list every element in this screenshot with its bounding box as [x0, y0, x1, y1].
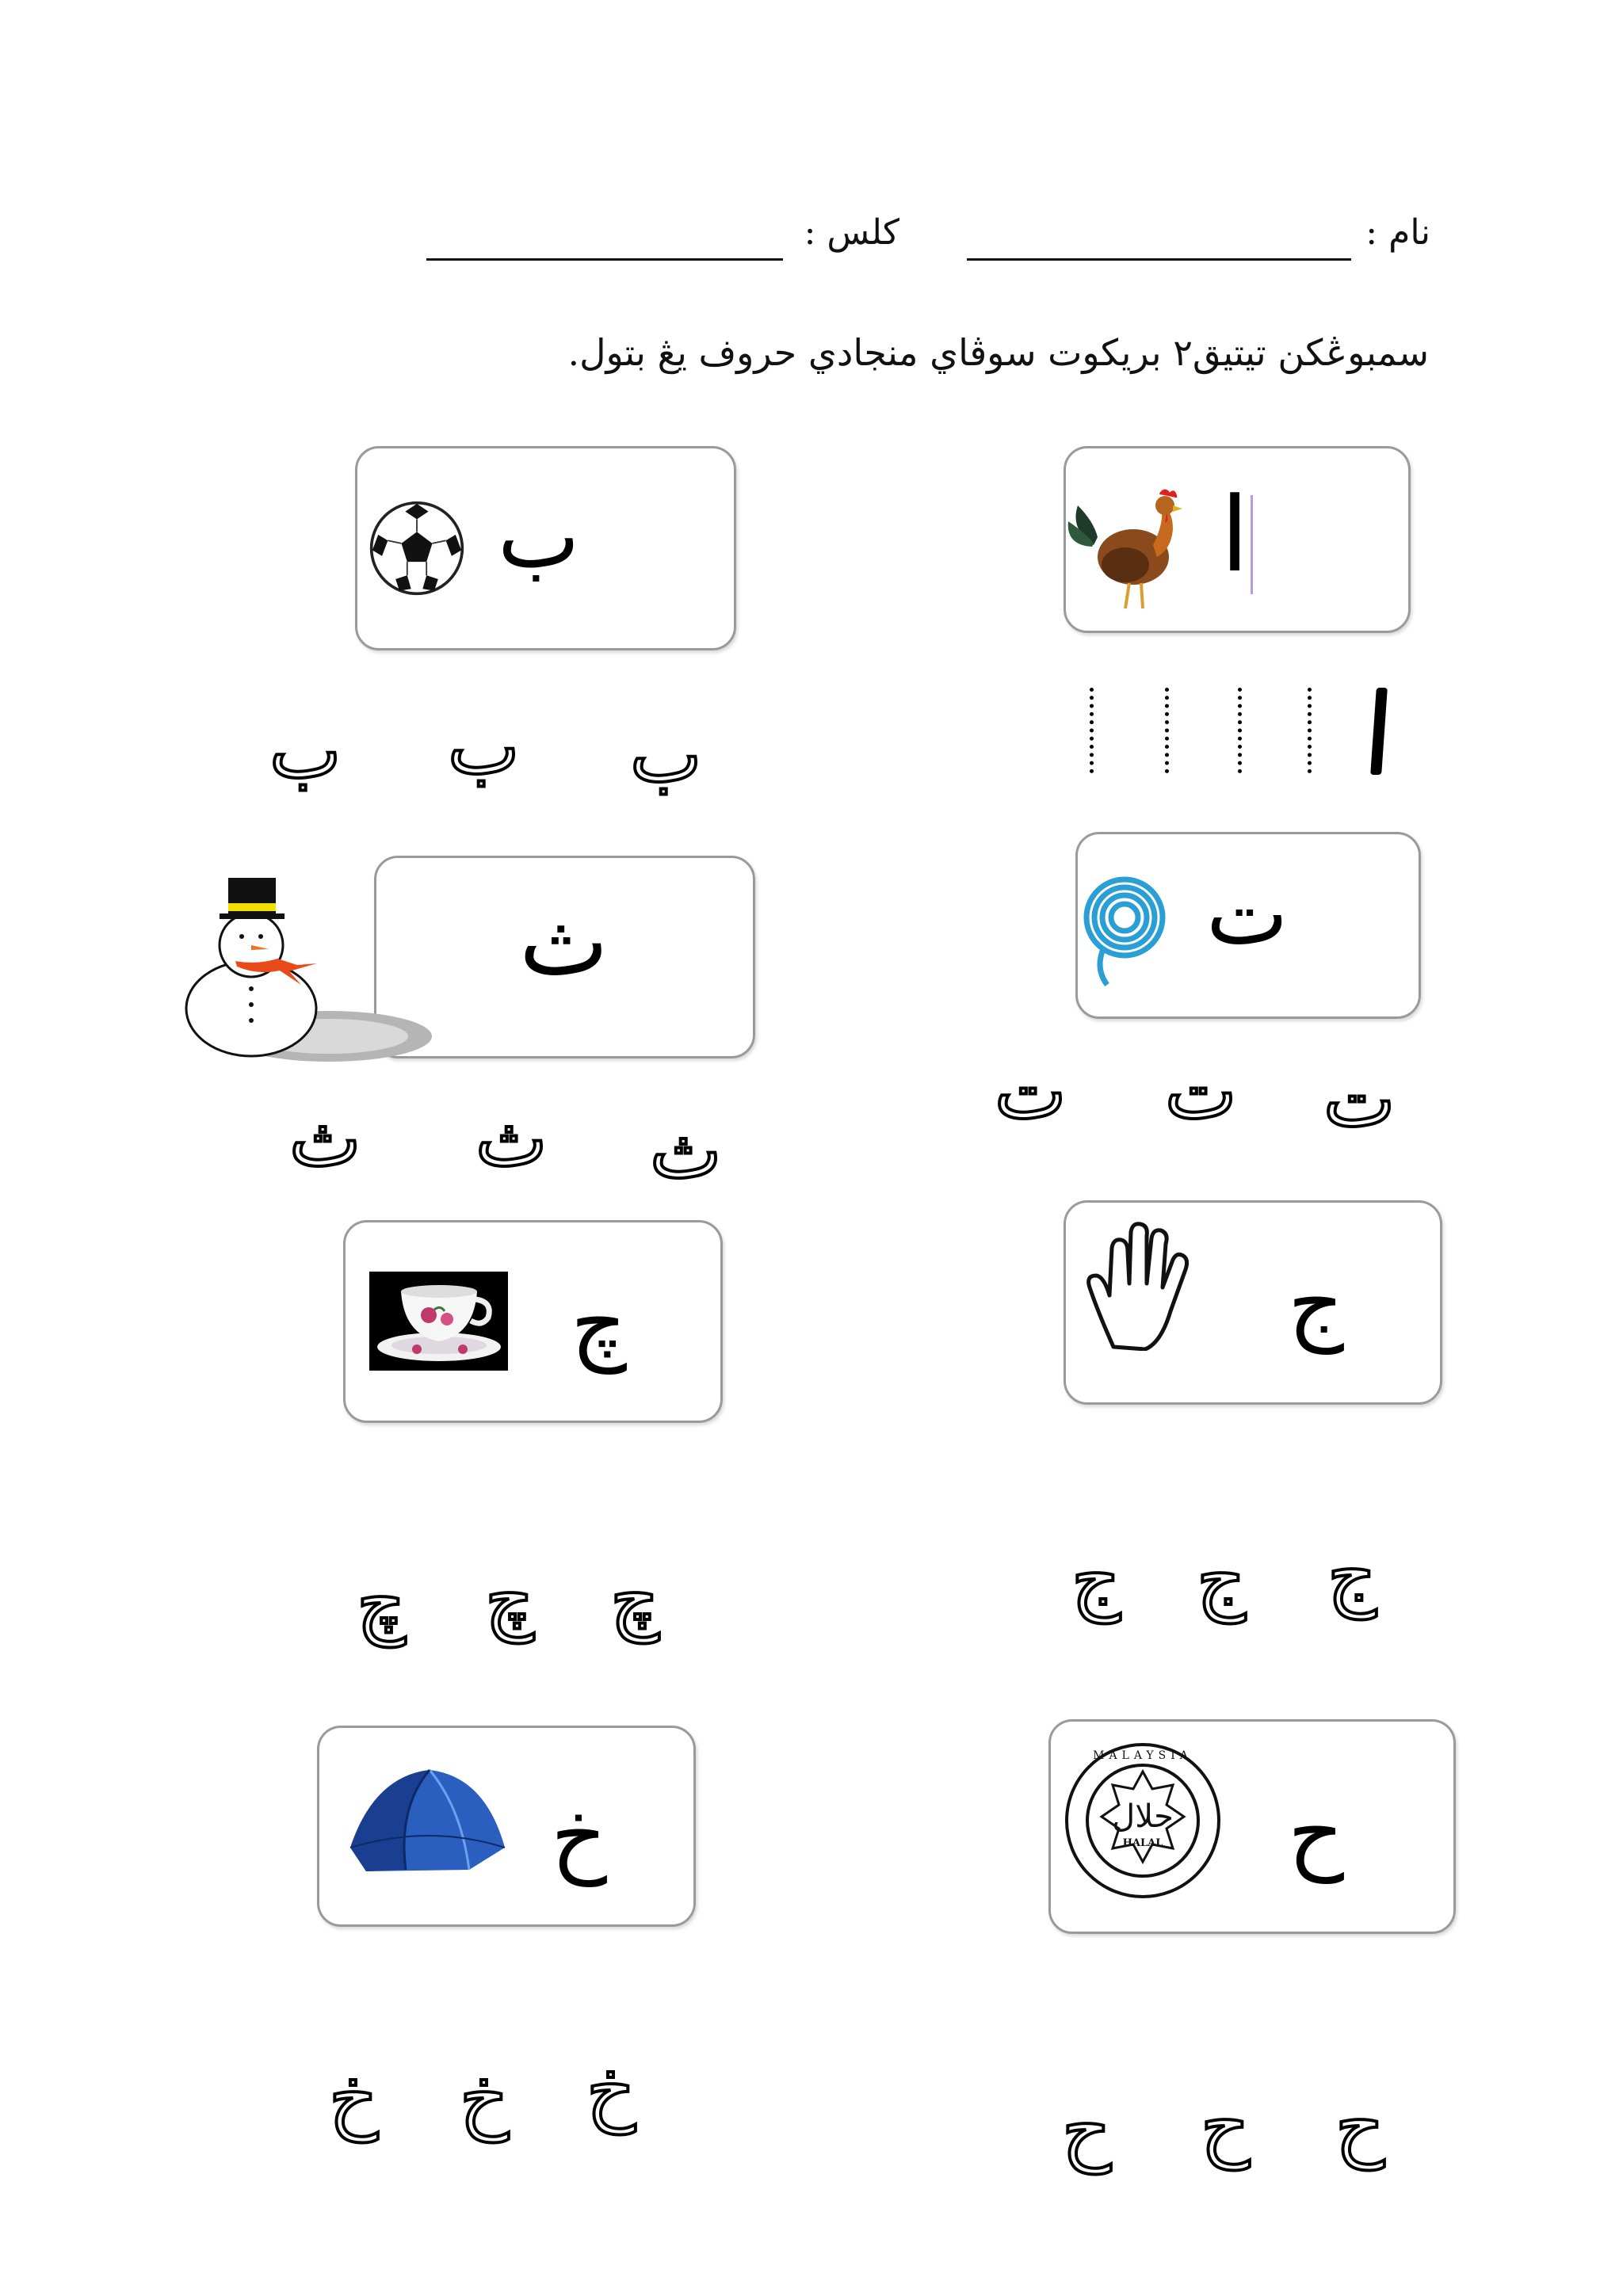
halal-logo	[1064, 1741, 1222, 1900]
trace-alif-4[interactable]	[1308, 688, 1312, 773]
trace-tha-3[interactable]: ث	[650, 1107, 722, 1196]
tent-picture	[342, 1760, 509, 1879]
trace-jim-2[interactable]: ج	[1197, 1535, 1246, 1623]
letter-kha: خ	[551, 1785, 608, 1886]
trace-tha-2[interactable]: ث	[475, 1095, 548, 1184]
trace-ha-1[interactable]: ح	[1062, 2085, 1111, 2174]
trace-ha-3[interactable]: ح	[1335, 2081, 1384, 2170]
letter-ta: ت	[1206, 863, 1289, 964]
trace-ta-2[interactable]: ت	[1165, 1047, 1237, 1136]
teacup-picture	[369, 1272, 508, 1371]
trace-kha-2[interactable]: خ	[460, 2054, 509, 2142]
trace-alif-2[interactable]	[1165, 688, 1169, 773]
hand-picture	[1082, 1216, 1201, 1351]
halal-logo-arabic: حلال	[1112, 1798, 1174, 1835]
trace-ca-3[interactable]: چ	[610, 1554, 659, 1643]
letter-ha: ح	[1288, 1782, 1345, 1883]
trace-jim-3[interactable]: ج	[1327, 1531, 1377, 1619]
letter-ba: ب	[498, 486, 580, 587]
class-field[interactable]	[426, 258, 783, 261]
class-label: كلس :	[804, 212, 899, 253]
trace-kha-1[interactable]: خ	[329, 2054, 378, 2142]
letter-alif: ا	[1220, 475, 1250, 595]
trace-tha-1[interactable]: ث	[289, 1095, 361, 1184]
alif-guide-line	[1251, 495, 1253, 594]
football-picture	[369, 500, 465, 597]
letter-jim: ج	[1288, 1253, 1345, 1354]
trace-ca-1[interactable]: چ	[357, 1558, 406, 1647]
halal-logo-ring: MALAYSIA	[1093, 1749, 1193, 1762]
trace-ba-1[interactable]: ب	[269, 707, 342, 795]
trace-alif-1[interactable]	[1090, 688, 1094, 773]
trace-ta-1[interactable]: ت	[995, 1047, 1067, 1136]
instruction-text: سمبوڠكن تيتيق٢ بريكوت سوڤاي منجادي حروف يڠ بتول.	[567, 331, 1429, 374]
halal-logo-latin: HALAL	[1122, 1837, 1163, 1849]
trace-ba-2[interactable]: ب	[448, 703, 520, 791]
alif-sample	[1370, 688, 1388, 775]
snowman-picture	[178, 870, 432, 1068]
name-label: نام :	[1365, 212, 1430, 253]
letter-ca: چ	[571, 1272, 628, 1374]
trace-jim-1[interactable]: ج	[1071, 1535, 1121, 1623]
rope-picture	[1079, 874, 1170, 989]
trace-ha-2[interactable]: ح	[1201, 2081, 1250, 2170]
trace-kha-3[interactable]: خ	[586, 2046, 636, 2134]
rooster-picture	[1062, 482, 1197, 616]
trace-alif-3[interactable]	[1238, 688, 1242, 773]
trace-ca-2[interactable]: چ	[485, 1554, 534, 1643]
letter-tha: ث	[519, 887, 609, 997]
trace-ta-3[interactable]: ت	[1323, 1055, 1396, 1144]
trace-ba-3[interactable]: ب	[630, 711, 702, 799]
name-field[interactable]	[967, 258, 1351, 261]
